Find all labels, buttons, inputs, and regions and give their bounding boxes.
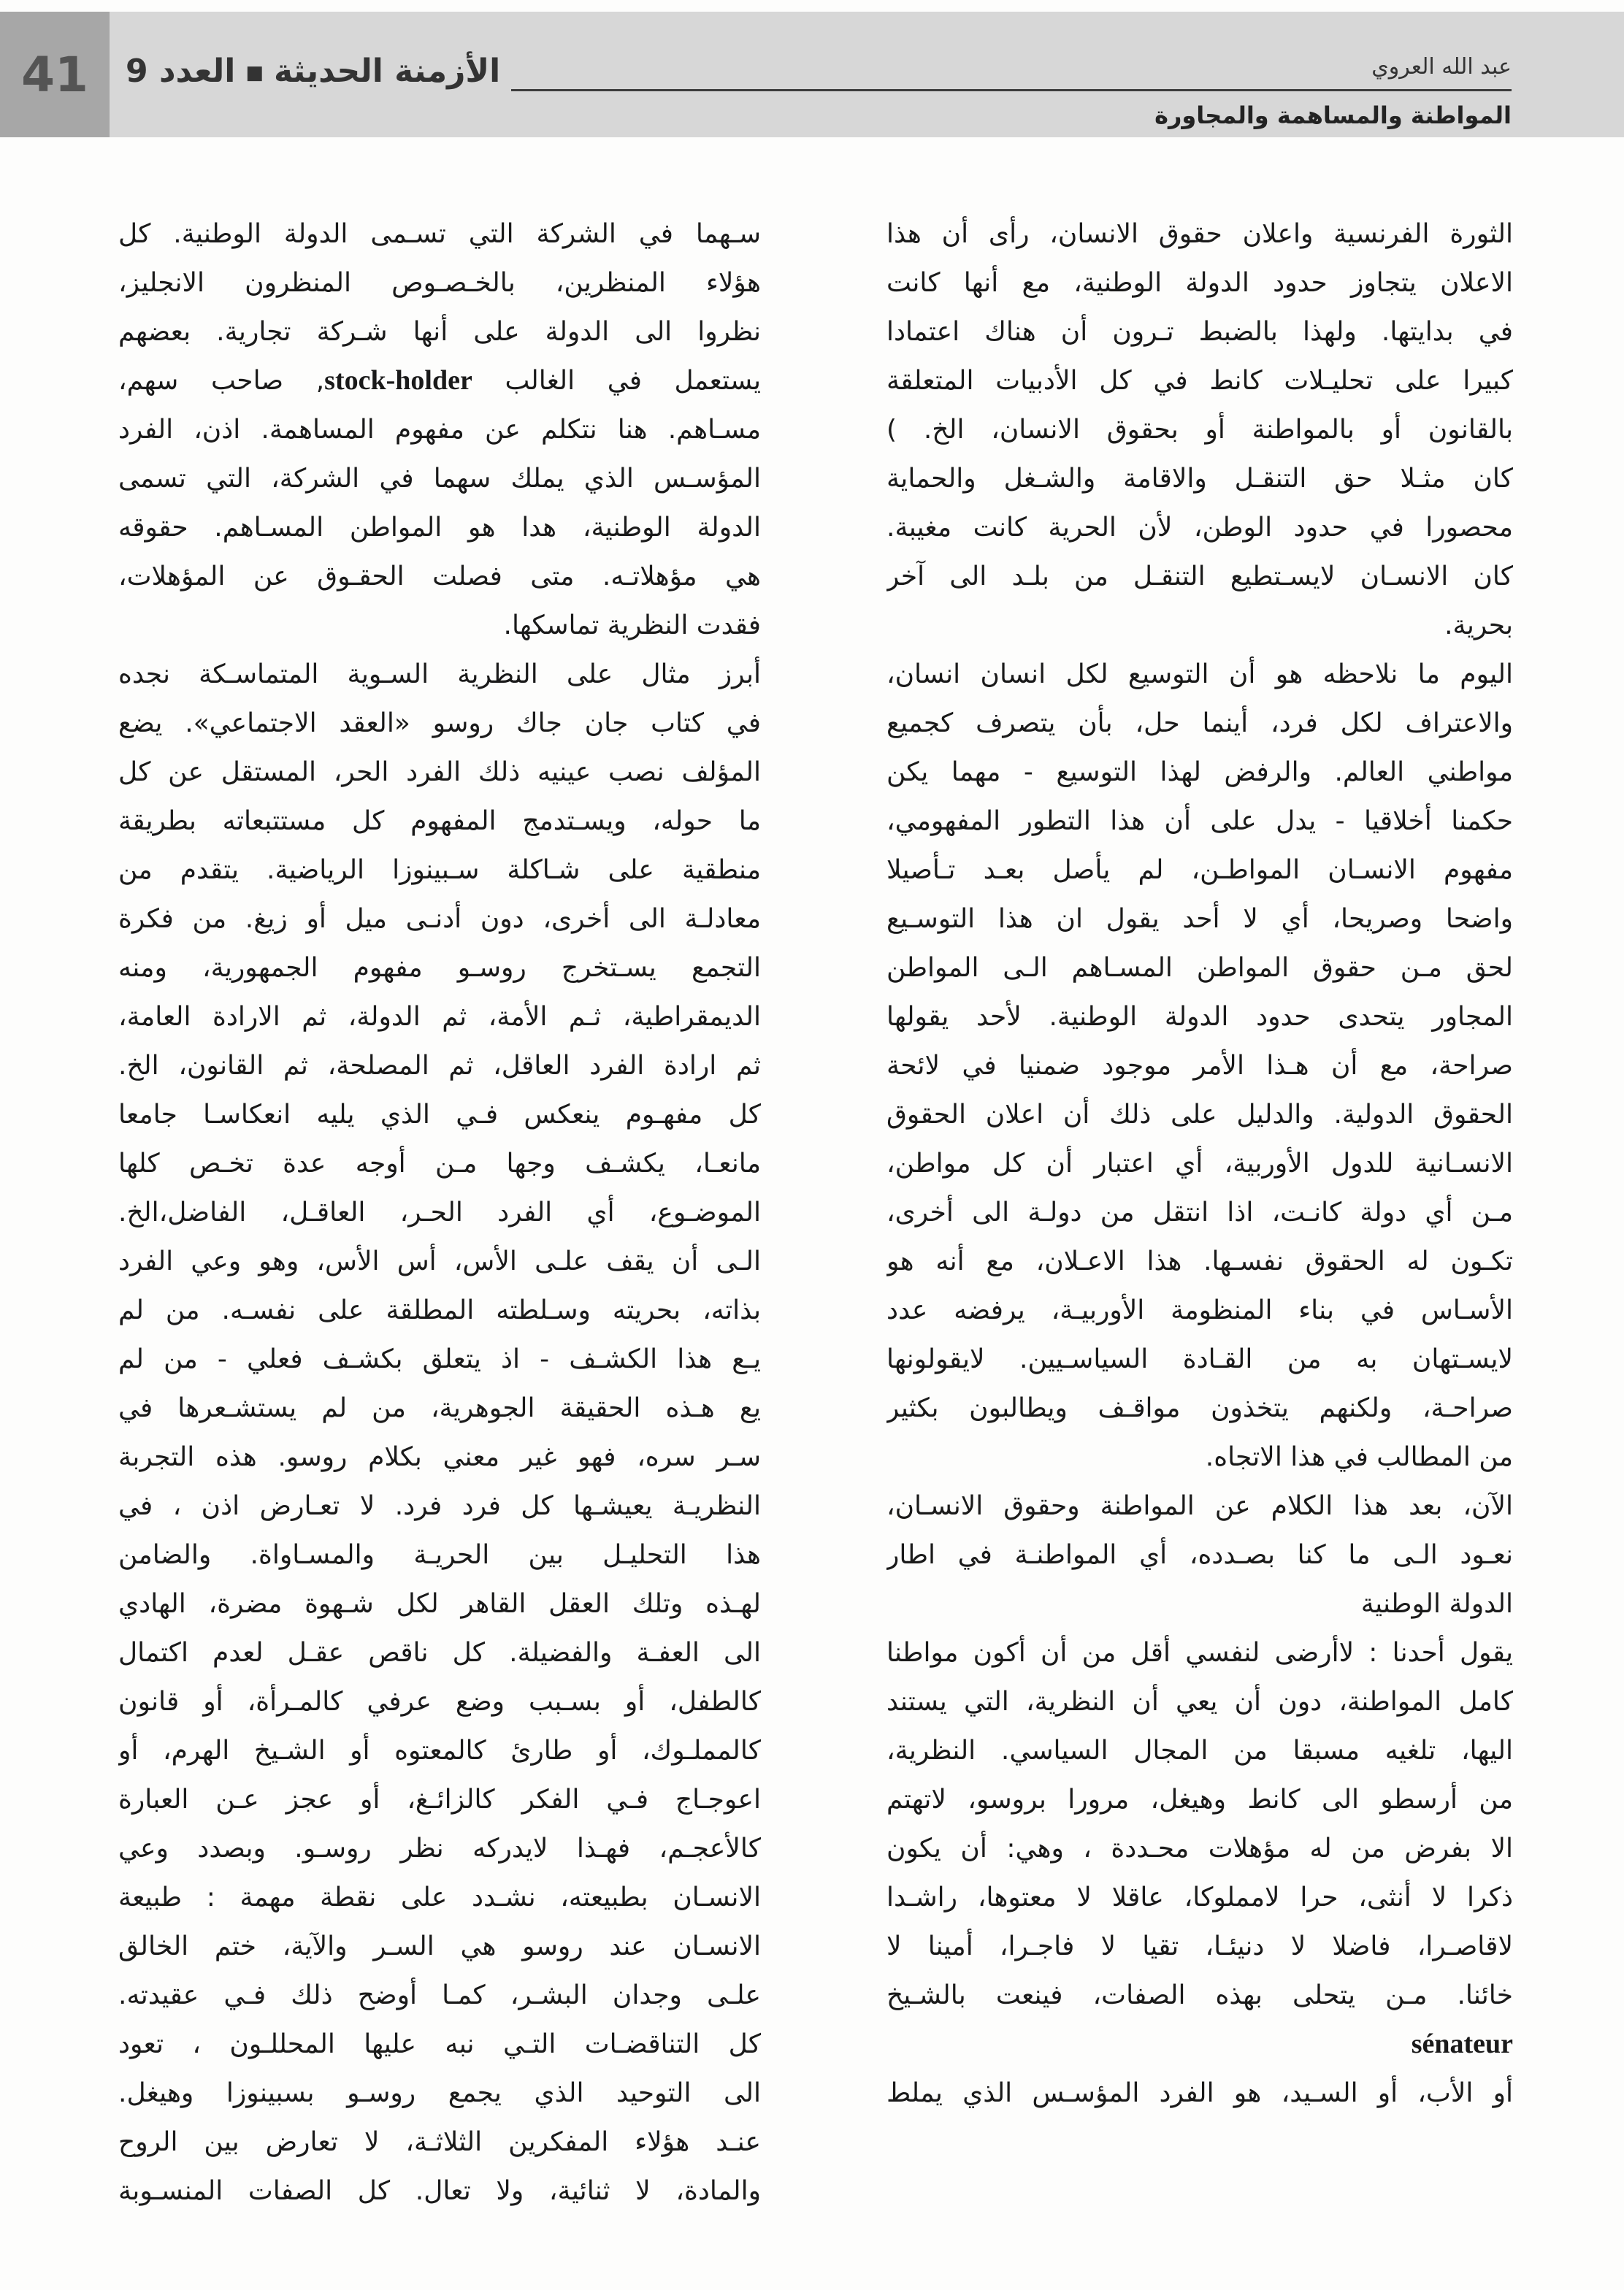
text-line: كبيرا على تحليـلات كانط في كل الأدبيات المتعلقة: [886, 366, 1513, 396]
text-line: محصورا في حدود الوطن، لأن الحرية كانت مغيبة.: [886, 513, 1513, 543]
text-line: حكمنا أخلاقيا - يدل على أن هذا التطور المفهومي،: [886, 806, 1513, 836]
column-right: [886, 210, 1513, 2118]
text-line: المؤسـس الذي يملك سهما في الشركة، التي تسمى: [118, 464, 761, 494]
text-line: والاعتراف لكل فرد، أينما حل، بأن يتصرف كجميع: [886, 708, 1513, 738]
text-line: الثورة الفرنسية واعلان حقوق الانسان، رأى أن هذا: [886, 219, 1513, 249]
text-line: كان الانسـان لايسـتطيع التنقـل من بلـد الى آخر: [886, 562, 1513, 591]
text-line: ثم ارادة الفرد العاقل، ثم المصلحة، ثم القانون، الخ.: [118, 1051, 761, 1081]
text-line: التجمع يسـتخرج روسـو مفهوم الجمهورية، ومنه: [118, 953, 761, 983]
text-line: مواطني العالم. والرفض لهذا التوسيع - مهما يكن: [886, 757, 1513, 787]
text-line: كالمملـوك، أو طارئ كالمعتوه أو الشـيخ الهرم، أو: [118, 1736, 761, 1766]
text-line: الانسـانية للدول الأوربية، أي اعتبار أن كل مواطن،: [886, 1149, 1513, 1179]
text-line: يستعمل في الغالب stock-holder, صاحب سهم،: [118, 365, 761, 396]
text-line: لايسـتهان به من القـادة السياسـيين. لايقولونها: [886, 1344, 1513, 1374]
text-line: يقول أحدنا : لاأرضى لنفسي أقل من أن أكون مواطنا: [886, 1638, 1513, 1668]
text-line: كالأعجـم، فهـذا لايدركه نظر روسـو. وبصدد وعي: [118, 1834, 761, 1864]
text-line: لاقاصـرا، فاضلا لا دنيئـا، تقيا لا فاجـرا، أمينا لا: [886, 1931, 1513, 1961]
text-line: صراحة، مع أن هـذا الأمر موجود ضمنيا في لائحة: [886, 1051, 1513, 1081]
text-line: الانسـان بطبيعته، نشـدد على نقطة مهمة : طبيعة: [118, 1883, 761, 1912]
text-line: الديمقراطية، ثـم الأمة، ثم الدولة، ثم الارادة العامة،: [118, 1002, 761, 1032]
text-line: ما حوله، ويسـتدمج المفهوم كل مستتبعاته بطريقة: [118, 806, 761, 836]
text-line: كان مثـلا حق التنقـل والاقامة والشـغل والحماية: [886, 464, 1513, 494]
text-line: المؤلف نصب عينيه ذلك الفرد الحر، المستقل عن كل: [118, 757, 761, 787]
text-line: اعوجـاج فـي الفكر كالزائـغ، أو عجز عـن العبارة: [118, 1785, 761, 1815]
text-line: الموضـوع، أي الفرد الحـر، العاقـل، الفاضل،الخ.: [118, 1198, 761, 1228]
text-line: فقدت النظرية تماسكها.: [503, 610, 761, 640]
text-line: كل التناقضـات التـي نبه عليها المحللـون ، تعود: [118, 2029, 761, 2059]
text-line: أبرز مثال على النظرية السـوية المتماسـكة نجده: [118, 659, 761, 689]
text-line: مانعـا، يكشـف وجها مـن أوجه عدة تخـص كلها: [118, 1149, 761, 1179]
separator-square-icon: ■: [245, 62, 264, 84]
text-line: المجاور يتحدى حدود الدولة الوطنية. لأحد يقولها: [886, 1002, 1513, 1032]
page-number: 41: [0, 12, 110, 137]
header-rule: [511, 89, 1512, 91]
text-line: كل مفهـوم ينعكس فـي الذي يليه انعكاسـا جامعا: [118, 1100, 761, 1130]
text-line: [886, 2020, 1513, 2069]
text-line: نعـود الـى ما كنا بصـدده، أي المواطنـة في اطار: [886, 1540, 1513, 1570]
running-head: [126, 51, 500, 93]
text-line: واضحا وصريحا، أي لا أحد يقول ان هذا التوسـيع: [886, 904, 1513, 934]
text-line: ذكرا لا أنثى، حرا لامملوكا، عاقلا لا معتوها، راشـدا: [886, 1883, 1513, 1912]
text-line: الدولة الوطنية: [1360, 1589, 1513, 1619]
author-name: عبد الله العروي: [1371, 54, 1512, 80]
text-line: هؤلاء المنظرين، بالخـصـوص المنظرون الانجليز،: [118, 268, 761, 298]
text-line: الى التوحيد الذي يجمع روسـو بسبينوزا وهيغل.: [118, 2078, 761, 2108]
issue-number: العدد 9: [126, 53, 236, 90]
text-line: تكـون له الحقوق نفسـها. هذا الاعـلان، مع أنه هو: [886, 1247, 1513, 1276]
text-line: من المطالب في هذا الاتجاه.: [1205, 1442, 1513, 1472]
text-line: هذا التحليـل بين الحريـة والمسـاواة. والضامن: [118, 1540, 761, 1570]
text-line: لهـذه وتلك العقل القاهر لكل شـهوة مضرة، الهادي: [118, 1589, 761, 1619]
text-line: النظريـة يعيشـها كل فرد فرد. لا تعـارض اذن ، في: [118, 1491, 761, 1521]
text-line: معادلـة الى أخرى، دون أدنـى ميل أو زيغ. من فكرة: [118, 904, 761, 934]
text-line: كامل المواطنة، دون أن يعي أن النظرية، التي يستند: [886, 1687, 1513, 1717]
latin-term: sénateur: [1411, 2029, 1513, 2059]
text-line: الاعلان يتجاوز حدود الدولة الوطنية، مع أنها كانت: [886, 268, 1513, 298]
text-line: اليوم ما نلاحظه هو أن التوسيع لكل انسان انسان،: [886, 659, 1513, 689]
article-title: المواطنة والمساهمة والمجاورة: [1154, 102, 1512, 129]
text-line: هي مؤهلاتـه. متى فصلت الحقـوق عن المؤهلات،: [118, 562, 761, 591]
text-line: مفهوم الانسـان المواطـن، لم يأصل بعـد تـأصيلا: [886, 855, 1513, 885]
text-line: بذاته، بحريته وسـلطته المطلقة على نفسـه. من لم: [118, 1295, 761, 1325]
text-line: كالطفل، أو بسـبب وضع عرفي كالمـرأة، أو قانون: [118, 1687, 761, 1717]
text-line: يـع هذا الكشـف - اذ يتعلق بكشـف فعلي - من لم: [118, 1344, 761, 1374]
text-line: سـر سره، فهو غير معني بكلام روسو. هذه التجربة: [118, 1442, 761, 1472]
text-line: الـى أن يقف علـى الأس، أس الأس، وهو وعي الفرد: [118, 1247, 761, 1276]
text-line: منطقية على شـاكلة سـبينوزا الرياضية. يتقدم من: [118, 855, 761, 885]
column-left: [118, 210, 761, 2216]
text-line: أو الأب، أو السـيد، هو الفرد المؤسـس الذي يملط: [886, 2078, 1513, 2108]
text-line: الانسـان عند روسو هي السـر والآية، ختم الخالق: [118, 1931, 761, 1961]
text-line: في كتاب جان جاك روسو «العقد الاجتماعي». يضع: [118, 708, 761, 738]
text-line: يع هـذه الحقيقة الجوهرية، من لم يستشـعرها في: [118, 1393, 761, 1423]
text-line: من أرسطو الى كانط وهيغل، مرورا بروسو، لاتهتم: [886, 1785, 1513, 1815]
text-line: بحرية.: [1444, 610, 1513, 640]
text-line: في بدايتها. ولهذا بالضبط تـرون أن هناك اعتمادا: [886, 317, 1513, 347]
text-line: مـن أي دولة كانـت، اذا انتقل من دولـة الى أخرى،: [886, 1198, 1513, 1228]
journal-name: الأزمنة الحديثة: [273, 53, 501, 90]
text-line: علـى وجدان البشـر، كمـا أوضح ذلك فـي عقيدته.: [118, 1980, 761, 2010]
text-line: الآن، بعد هذا الكلام عن المواطنة وحقوق الانسـان،: [886, 1491, 1513, 1521]
text-line: الى العفـة والفضيلة. كل ناقص عقـل لعدم اكتمال: [118, 1638, 761, 1668]
text-line: الأسـاس في بناء المنظومة الأوربيـة، يرفضه عدد: [886, 1295, 1513, 1325]
text-line: الحقوق الدولية. والدليل على ذلك أن اعلان الحقوق: [886, 1100, 1513, 1130]
text-line: عنـد هؤلاء المفكرين الثلاثـة، لا تعارض بين الروح: [118, 2127, 761, 2157]
text-line: والمادة، لا ثنائية، ولا تعال. كل الصفات المنسـوبة: [118, 2176, 761, 2206]
text-line: خائنا. مـن يتحلى بهذه الصفات، فينعت بالشـيخ: [886, 1980, 1513, 2010]
text-line: سـهما في الشركة التي تسـمى الدولة الوطنية. كل: [118, 219, 761, 249]
text-line: الدولة الوطنية، هدا هو المواطن المسـاهم. حقوقه: [118, 513, 761, 543]
text-line: مسـاهم. هنا نتكلم عن مفهوم المساهمة. اذن، الفرد: [118, 415, 761, 445]
text-line: بالقانون أو بالمواطنة أو بحقوق الانسان، الخ. ): [886, 415, 1513, 445]
text-line: الا بفرض من له مؤهلات محـددة ، وهي: أن يكون: [886, 1834, 1513, 1864]
text-line: نظروا الى الدولة على أنها شـركة تجارية. بعضهم: [118, 317, 761, 347]
text-line: لحق مـن حقوق المواطن المسـاهم الـى المواطن: [886, 953, 1513, 983]
latin-term: stock-holder: [324, 365, 472, 396]
text-line: اليها، تلغيه مسبقا من المجال السياسي. النظرية،: [886, 1736, 1513, 1766]
text-line: صراحـة، ولكنهم يتخذون مواقـف ويطالبون بكثير: [886, 1393, 1513, 1423]
